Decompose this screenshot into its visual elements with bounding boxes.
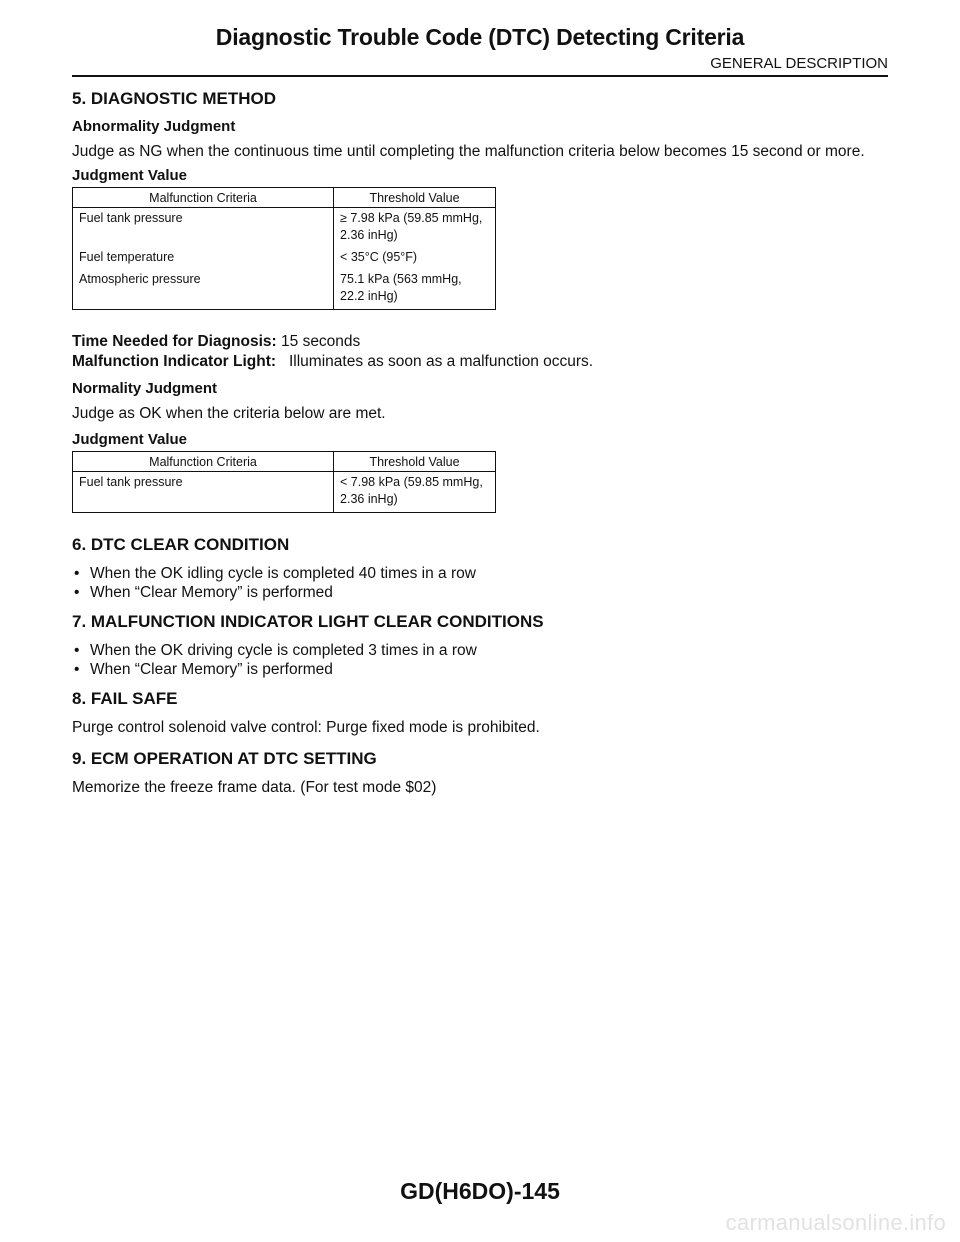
normality-judgment-text: Judge as OK when the criteria below are met. [72,405,386,422]
section-9-heading: 9. ECM OPERATION AT DTC SETTING [72,749,377,768]
list-item: • When “Clear Memory” is performed [74,661,333,678]
document-title: Diagnostic Trouble Code (DTC) Detecting Criteria [215,24,745,50]
table-row [73,208,496,248]
normality-judgment-heading: Normality Judgment [72,380,218,397]
section-6-bullets [72,564,890,602]
page-number: GD(H6DO)-145 [400,1178,560,1204]
page-header [72,22,888,80]
time-needed-label: Time Needed for Diagnosis: [72,333,277,350]
bullet-icon: • [74,565,80,582]
abnormality-criteria-table [72,187,496,310]
threshold-cell: ≥ 7.98 kPa (59.85 mmHg, 2.36 inHg) [334,208,496,248]
bullet-icon: • [74,584,80,601]
judgment-value-label: Judgment Value [72,431,188,448]
table-header-criteria: Malfunction Criteria [73,188,334,208]
list-item: • When the OK idling cycle is completed 40 times in a row [74,565,476,582]
section-6-heading: 6. DTC CLEAR CONDITION [72,535,290,554]
bullet-icon: • [74,642,80,659]
abnormality-judgment-text: Judge as NG when the continuous time until completing the malfunction criteria below becomes 15 second or more. [72,143,865,160]
criteria-cell: Fuel tank pressure [73,472,334,513]
table-row [73,472,496,513]
time-needed-line [72,332,890,352]
table-row [73,269,496,310]
page-content [72,89,890,805]
section-8-heading: 8. FAIL SAFE [72,689,178,708]
section-name: GENERAL DESCRIPTION [710,55,888,72]
watermark: carmanualsonline.info [725,1210,946,1235]
normality-criteria-table [72,451,496,513]
threshold-cell: 75.1 kPa (563 mmHg, 22.2 inHg) [334,269,496,310]
bullet-icon: • [74,661,80,678]
header-divider [72,75,888,77]
list-item: • When the OK driving cycle is completed 3 times in a row [74,642,477,659]
judgment-value-label: Judgment Value [72,167,188,184]
table-header-threshold: Threshold Value [334,452,496,472]
mil-value: Illuminates as soon as a malfunction occurs. [288,353,594,370]
criteria-cell: Atmospheric pressure [73,269,334,310]
section-5-heading: 5. DIAGNOSTIC METHOD [72,89,277,108]
criteria-cell: Fuel temperature [73,247,334,269]
table-header-threshold: Threshold Value [334,188,496,208]
time-needed-value: 15 seconds [281,333,361,350]
section-7-heading: 7. MALFUNCTION INDICATOR LIGHT CLEAR CONDITIONS [72,612,544,631]
section-7-bullets [72,641,890,679]
mil-line [72,352,890,372]
threshold-cell: < 7.98 kPa (59.85 mmHg, 2.36 inHg) [334,472,496,513]
list-item: • When “Clear Memory” is performed [74,584,333,601]
table-row [73,247,496,269]
section-8-text: Purge control solenoid valve control: Purge fixed mode is prohibited. [72,719,540,736]
section-9-text: Memorize the freeze frame data. (For test mode $02) [72,779,437,796]
threshold-cell: < 35°C (95°F) [334,247,496,269]
table-header-criteria: Malfunction Criteria [73,452,334,472]
mil-label: Malfunction Indicator Light: [72,353,277,370]
criteria-cell: Fuel tank pressure [73,208,334,248]
abnormality-judgment-heading: Abnormality Judgment [72,118,236,135]
